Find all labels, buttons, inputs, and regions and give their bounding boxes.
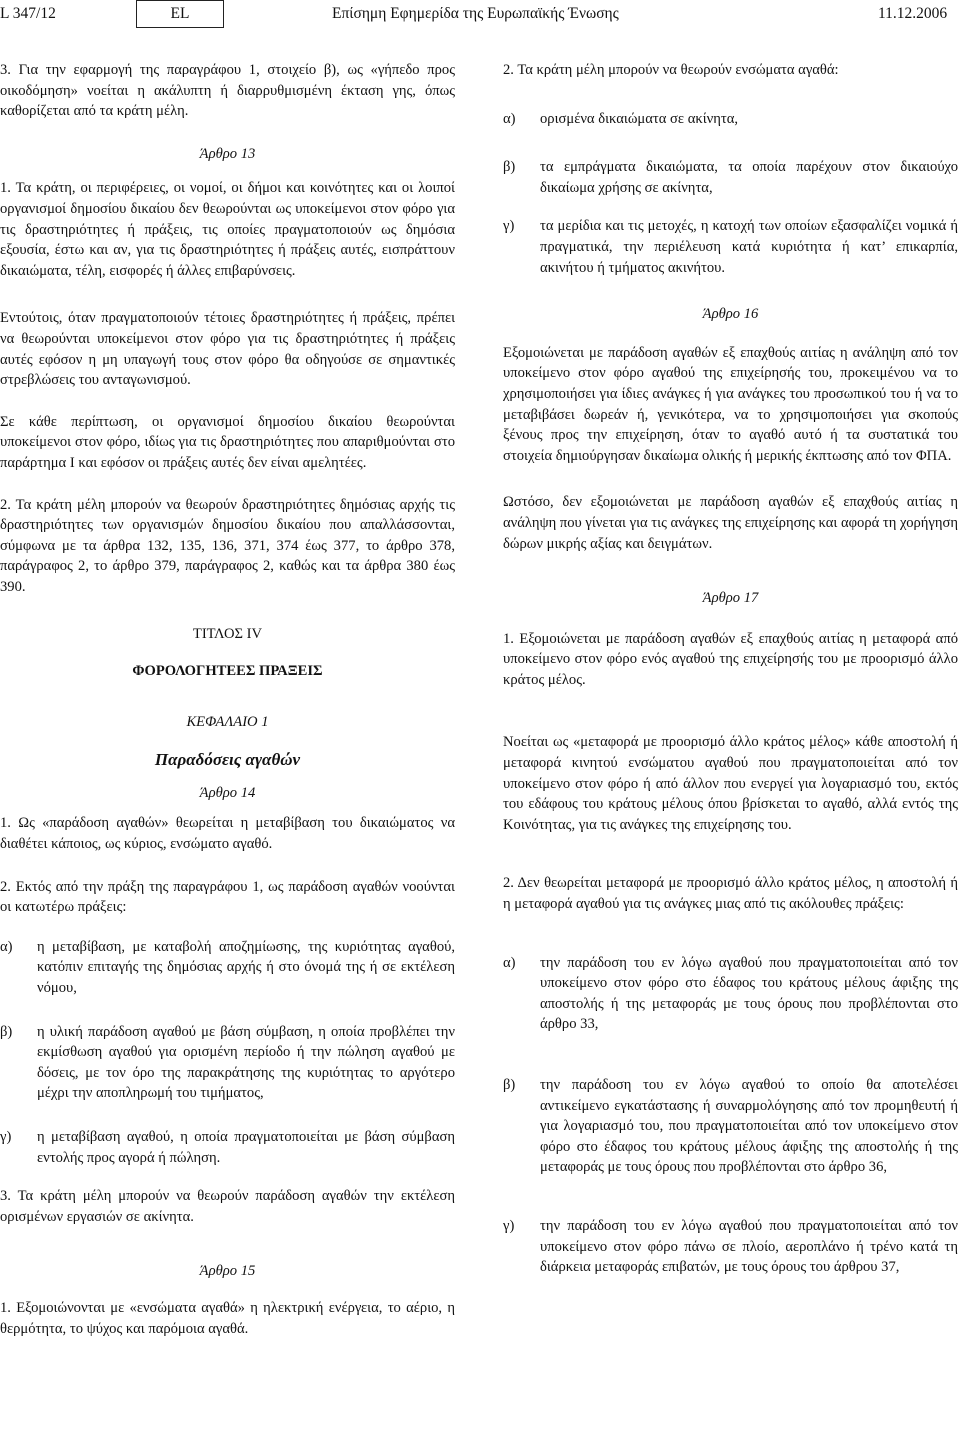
- journal-title: Επίσημη Εφημερίδα της Ευρωπαϊκής Ένωσης: [332, 5, 619, 22]
- paragraph: Εντούτοις, όταν πραγματοποιούν τέτοιες δραστηριότητες ή πράξεις, πρέπει να θεωρούνται υποκείμενοι στον φόρο για τις δραστηριότητες ή πράξεις αυτές εφόσον η μη υπαγωγή τους στον φόρο θα οδηγούσε σε σημαντικές στρεβλώσεις του ανταγωνισμού.: [0, 310, 455, 389]
- list-text: η μεταβίβαση αγαθού, η οποία πραγματοποιείται με βάση σύμβαση εντολής προς αγορά ή πώληση.: [37, 1128, 455, 1166]
- title-name: ΦΟΡΟΛΟΓΗΤΕΕΣ ΠΡΑΞΕΙΣ: [132, 663, 323, 680]
- article-heading: Άρθρο 17: [702, 590, 759, 607]
- article-heading: Άρθρο 15: [199, 1263, 256, 1280]
- paragraph: Ωστόσο, δεν εξομοιώνεται με παράδοση αγαθών εξ επαχθούς αιτίας η ανάληψη που γίνεται για τις ανάγκες της επιχείρησης και αφορά τη χορήγηση δώρων μικρής αξίας και δειγμάτων.: [503, 494, 958, 552]
- paragraph: 1. Εξομοιώνεται με παράδοση αγαθών εξ επαχθούς αιτίας η μεταφορά από υποκείμενο στον φόρο ενός αγαθού της επιχείρησής του με προορισμό άλλο κράτος μέλος.: [503, 630, 958, 688]
- list-text: η μεταβίβαση, με καταβολή αποζημίωσης, της κυριότητας αγαθού, κατόπιν επιταγής της δημόσιας αρχής ή στο όνομά της ή σε εκτέλεση νόμου,: [37, 938, 455, 996]
- paragraph: 3. Για την εφαρμογή της παραγράφου 1, στοιχείο β), ως «γήπεδο προς οικοδόμηση» νοείται η ακάλυπτη ή διαρρυθμισμένη έκταση γης, όπως καθορίζεται από τα κράτη μέλη.: [0, 62, 455, 120]
- list-item: [503, 953, 958, 1035]
- left-column: [0, 60, 455, 1339]
- chapter-name: Παραδόσεις αγαθών: [154, 750, 301, 770]
- list-text: ορισμένα δικαιώματα σε ακίνητα,: [540, 110, 739, 127]
- list-item: [503, 157, 958, 198]
- list-marker: α): [503, 110, 516, 127]
- paragraph: 1. Εξομοιώνονται με «ενσώματα αγαθά» η ηλεκτρική ενέργεια, το αέριο, η θερμότητα, το ψύχος και παρόμοια αγαθά.: [0, 1299, 455, 1337]
- title-heading: ΤΙΤΛΟΣ IV: [192, 626, 263, 643]
- article-heading: Άρθρο 16: [702, 306, 759, 323]
- list-item: [503, 109, 958, 130]
- list-item: [0, 937, 455, 999]
- chapter-heading: ΚΕΦΑΛΑΙΟ 1: [186, 713, 269, 730]
- list-item: [0, 1127, 455, 1168]
- language-box: EL: [136, 0, 224, 28]
- list-text: την παράδοση του εν λόγω αγαθού που πραγματοποιείται από τον υποκείμενο στον φόρο πάνω σε πλοίο, αεροπλάνο ή τρένο κατά τη διάρκεια μεταφοράς επιβατών, με τους όρους του άρθρου 37,: [540, 1217, 958, 1276]
- paragraph: 1. Ως «παράδοση αγαθών» θεωρείται η μεταβίβαση του δικαιώματος να διαθέτει κάποιος, ως κύριος, ενσώματο αγαθό.: [0, 815, 455, 853]
- paragraph: 3. Τα κράτη μέλη μπορούν να θεωρούν παράδοση αγαθών την εκτέλεση ορισμένων εργασιών σε ακίνητα.: [0, 1188, 455, 1225]
- list-item: [0, 1022, 455, 1104]
- paragraph: Εξομοιώνεται με παράδοση αγαθών εξ επαχθούς αιτίας η ανάληψη από τον υποκείμενο στον φόρο αγαθού της επιχείρησής του, προκειμένου να το χρησιμοποιήσει για ίδιες ανάγκες ή για ανάγκες του προσωπικού του ή να το μεταβιβάσει δωρεάν ή, γενικότερα, να το χρησιμοποιήσει για σκοπούς ξένους προς την επιχείρηση, όταν το αγαθό αυτό ή τα συστατικά του στοιχεία δημιούργησαν δικαίωμα ολικής ή μερικής έκπτωσης από τον ΦΠΑ.: [503, 344, 958, 464]
- article-heading: Άρθρο 13: [199, 145, 256, 162]
- list-marker: β): [503, 1077, 516, 1093]
- page-header: [0, 0, 960, 30]
- page-reference: L 347/12: [0, 5, 56, 22]
- article-heading: Άρθρο 14: [199, 784, 256, 801]
- paragraph: 1. Τα κράτη, οι περιφέρειες, οι νομοί, οι δήμοι και κοινότητες και οι λοιποί οργανισμοί δημοσίου δικαίου δεν θεωρούνται ως υποκείμενοι στον φόρο για τις δραστηριότητες ή πράξεις, τις οποίες πραγματοποιούν ως δημόσια εξουσία, έστω και αν, για τις δραστηριότητες ή πράξεις αυτές, εισπράττουν δικαιώματα, τέλη, εισφορές ή άλλες επιβαρύνσεις.: [0, 180, 455, 279]
- issue-date: 11.12.2006: [878, 5, 948, 22]
- list-marker: γ): [0, 1128, 12, 1145]
- list-text: η υλική παράδοση αγαθού με βάση σύμβαση, η οποία προβλέπει την εκμίσθωση αγαθού για ορισμένη περίοδο ή την πώληση αγαθού με δόσεις, με τον όρο της παρακράτησης της κυριότητας το αργότερο μέχρι την αποπληρωμή του τιμήματος,: [37, 1023, 455, 1102]
- paragraph: 2. Εκτός από την πράξη της παραγράφου 1, ως παράδοση αγαθών νοούνται οι κατωτέρω πράξεις:: [0, 878, 455, 916]
- list-text: την παράδοση του εν λόγω αγαθού που πραγματοποιείται από τον υποκείμενο στον φόρο στο έδαφος του κράτους μέλους άφιξης της αποστολής ή της μεταφοράς με τους όρους που προβλέπονται στο άρθρο 33,: [540, 954, 958, 1033]
- paragraph: Σε κάθε περίπτωση, οι οργανισμοί δημοσίου δικαίου θεωρούνται υποκείμενοι στον φόρο, ιδίως για τις δραστηριότητες που απαριθμούνται στο παράρτημα I και εφόσον οι πράξεις αυτές δεν είναι αμελητέες.: [0, 413, 455, 471]
- list-marker: γ): [503, 218, 515, 235]
- paragraph: 2. Τα κράτη μέλη μπορούν να θεωρούν δραστηριότητες δημόσιας αρχής τις δραστηριότητες των οργανισμών δημοσίου δικαίου που απαλλάσσονται, σύμφωνα με τα άρθρα 132, 135, 136, 371, 374 έως 377, το άρθρο 378, παράγραφος 2, το άρθρο 379, παράγραφος 2, καθώς και τα άρθρα 380 έως 390.: [0, 496, 455, 595]
- list-text: τα εμπράγματα δικαιώματα, τα οποία παρέχουν στον δικαιούχο δικαίωμα χρήσης σε ακίνητα,: [540, 159, 958, 196]
- list-marker: α): [503, 954, 516, 971]
- list-item: [503, 216, 958, 278]
- list-text: την παράδοση του εν λόγω αγαθού το οποίο θα αποτελέσει αντικείμενο εγκατάστασης ή συναρμολόγησης από τον προμηθευτή ή για λογαριασμό του, που πραγματοποιείται από τον υποκείμενο στον φόρο στο έδαφος του κράτους μέλους άφιξης της αποστολής ή της μεταφοράς με τους όρους που προβλέπονται στο άρθρο 36,: [540, 1077, 958, 1176]
- paragraph: Νοείται ως «μεταφορά με προορισμό άλλο κράτος μέλος» κάθε αποστολή ή μεταφορά κινητού ενσώματου αγαθού που πραγματοποιείται από τον υποκείμενο στον φόρο ή από άλλον που ενεργεί για λογαριασμό του, εκτός του εδάφους του κράτους μέλους όπου βρίσκεται το αγαθό, αλλά εντός της Κοινότητας, για τις ανάγκες της επιχείρησης του.: [503, 734, 958, 833]
- list-marker: γ): [503, 1217, 515, 1234]
- list-marker: β): [0, 1023, 13, 1040]
- paragraph: 2. Τα κράτη μέλη μπορούν να θεωρούν ενσώματα αγαθά:: [503, 62, 839, 78]
- paragraph: 2. Δεν θεωρείται μεταφορά με προορισμό άλλο κράτος μέλος, η αποστολή ή η μεταφορά αγαθού για τις ανάγκες μιας από τις ακόλουθες πράξεις:: [503, 875, 958, 913]
- list-text: τα μερίδια και τις μετοχές, η κατοχή των οποίων εξασφαλίζει νομικά ή πραγματικά, την περιέλευση κατά κυριότητα ή κατ’ επικαρπία, ακινήτου ή τμήματος ακινήτου.: [540, 218, 958, 276]
- list-marker: α): [0, 938, 13, 955]
- list-item: [503, 1075, 958, 1178]
- list-item: [503, 1216, 958, 1278]
- right-column: [503, 60, 958, 1278]
- list-marker: β): [503, 159, 516, 176]
